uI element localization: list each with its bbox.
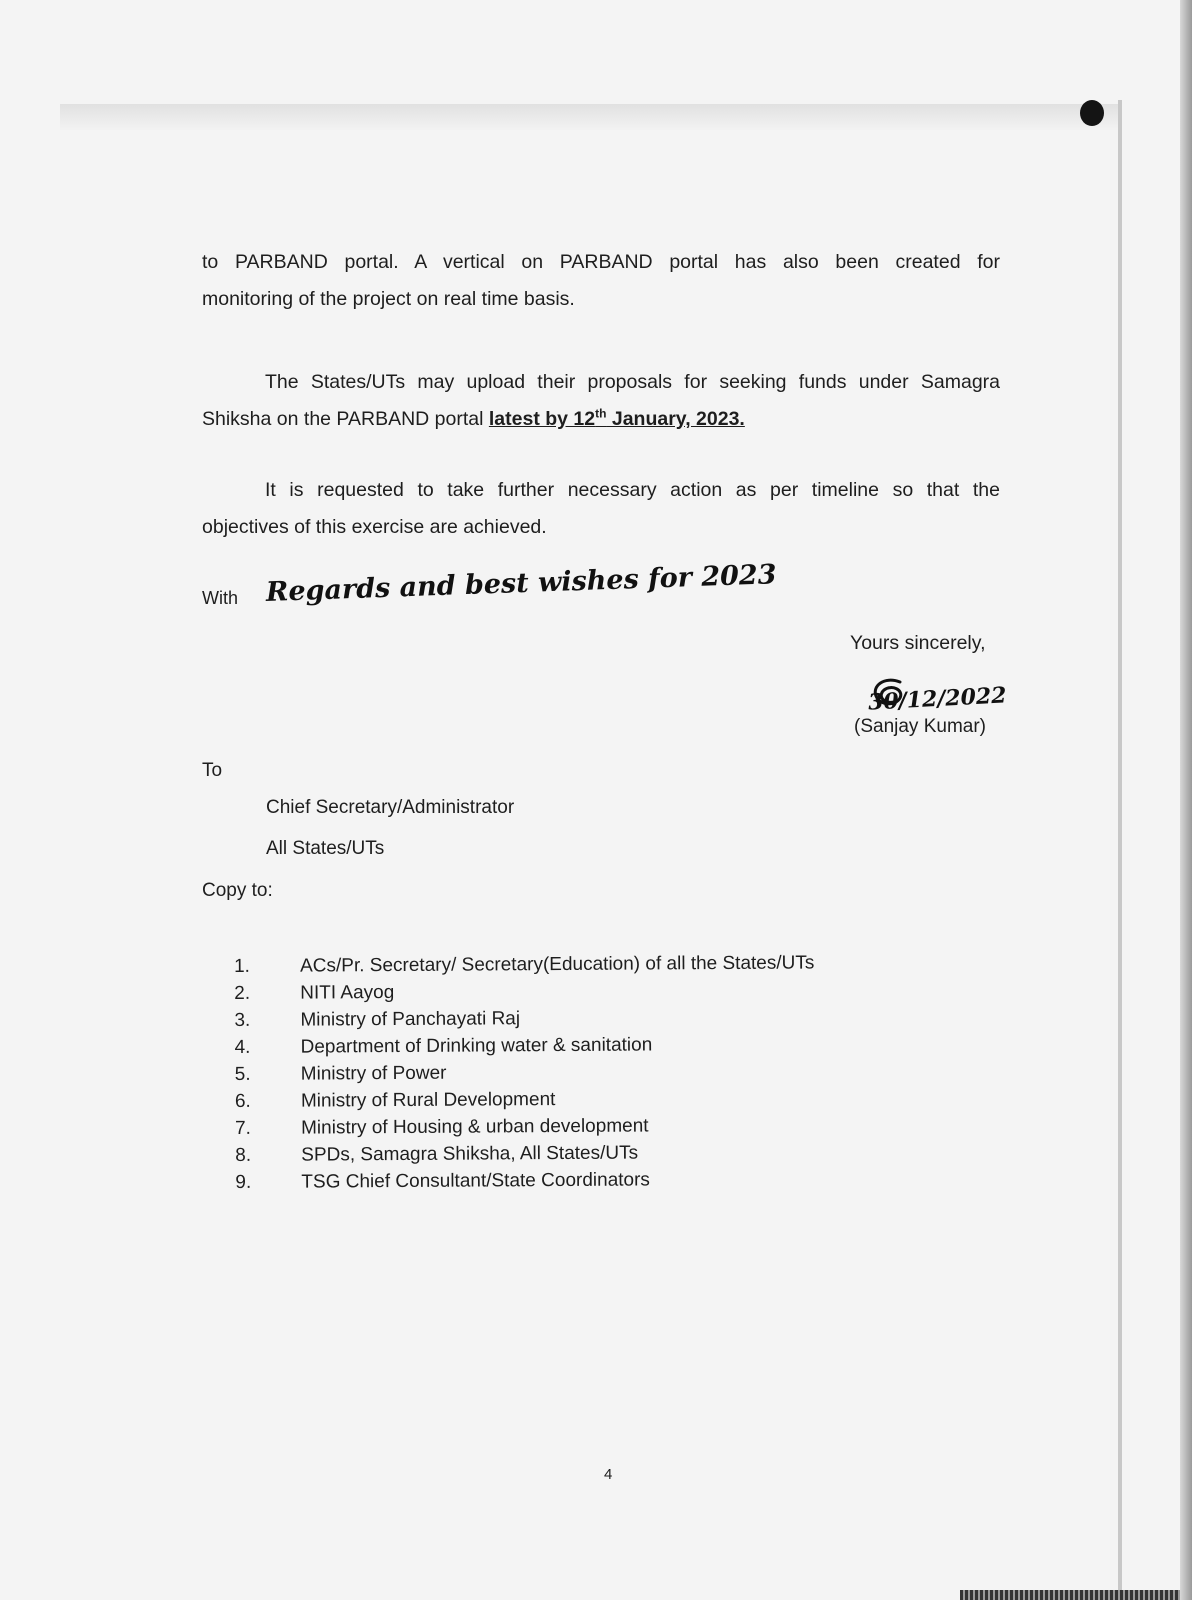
list-text: Ministry of Power <box>300 1062 447 1085</box>
paragraph-text: Shiksha on the PARBAND portal <box>202 408 489 430</box>
scan-right-border <box>1180 0 1192 1600</box>
copy-to-label: Copy to: <box>202 880 273 901</box>
list-item <box>235 1084 815 1115</box>
paragraph-line: objectives of this exercise are achieved. <box>202 516 547 538</box>
list-item <box>235 1111 815 1142</box>
list-item <box>235 1138 815 1169</box>
signatory-name: (Sanjay Kumar) <box>854 716 986 737</box>
list-number: 7. <box>235 1117 251 1139</box>
punch-hole-mark <box>1080 100 1104 126</box>
signature-date: 30/12/2022 <box>867 682 1008 716</box>
deadline-date: latest by 12 <box>488 408 596 430</box>
paragraph-line: The States/UTs may upload their proposals for seeking funds under Samagra <box>265 371 1000 393</box>
list-item <box>234 1003 814 1034</box>
list-number: 4. <box>234 1036 251 1058</box>
list-number: 6. <box>234 1090 251 1112</box>
list-number: 5. <box>234 1063 251 1085</box>
paragraph-continuation <box>202 244 1000 318</box>
ordinal-suffix: th <box>595 406 607 421</box>
list-item <box>235 1057 815 1088</box>
list-text: Department of Drinking water & sanitation <box>300 1034 653 1058</box>
paragraph-line: monitoring of the project on real time basis. <box>202 288 575 310</box>
list-number: 1. <box>234 955 251 977</box>
list-item <box>234 976 814 1007</box>
paragraph-line: to PARBAND portal. A vertical on PARBAND portal has also been created for <box>202 251 1000 273</box>
list-text: Ministry of Panchayati Raj <box>300 1008 521 1031</box>
list-number: 8. <box>235 1144 252 1166</box>
paragraph-line <box>202 401 1000 438</box>
scan-page-edge <box>1118 100 1122 1600</box>
list-item <box>235 1165 815 1196</box>
addressee-line: Chief Secretary/Administrator <box>266 797 515 818</box>
list-item <box>234 949 814 980</box>
page-number: 4 <box>604 1466 613 1483</box>
list-text: Ministry of Housing & urban development <box>301 1115 649 1139</box>
paragraph-line: It is requested to take further necessary action as per timeline so that the <box>265 479 1000 501</box>
paragraph-request <box>202 472 1000 546</box>
paragraph-upload-deadline <box>202 364 1000 438</box>
scan-shadow-band <box>60 104 1120 130</box>
to-label: To <box>202 760 223 781</box>
list-text: SPDs, Samagra Shiksha, All States/UTs <box>301 1142 639 1166</box>
yours-sincerely: Yours sincerely, <box>850 632 986 654</box>
list-text: ACs/Pr. Secretary/ Secretary(Education) of all the States/UTs <box>300 952 815 977</box>
deadline-month-year: January, 2023. <box>606 408 745 430</box>
scan-bottom-artifact <box>960 1590 1180 1600</box>
list-text: NITI Aayog <box>300 982 395 1004</box>
deadline-text <box>489 408 745 430</box>
closing-with: With <box>202 588 238 608</box>
list-number: 2. <box>234 982 251 1004</box>
list-number: 9. <box>235 1171 252 1193</box>
list-text: Ministry of Rural Development <box>300 1089 556 1112</box>
list-number: 3. <box>234 1009 251 1031</box>
addressee-line: All States/UTs <box>266 838 385 859</box>
copy-to-list <box>234 949 816 1196</box>
handwritten-note: Regards and best wishes for 2023 <box>265 559 777 608</box>
list-text: TSG Chief Consultant/State Coordinators <box>301 1169 650 1193</box>
list-item <box>234 1030 814 1061</box>
